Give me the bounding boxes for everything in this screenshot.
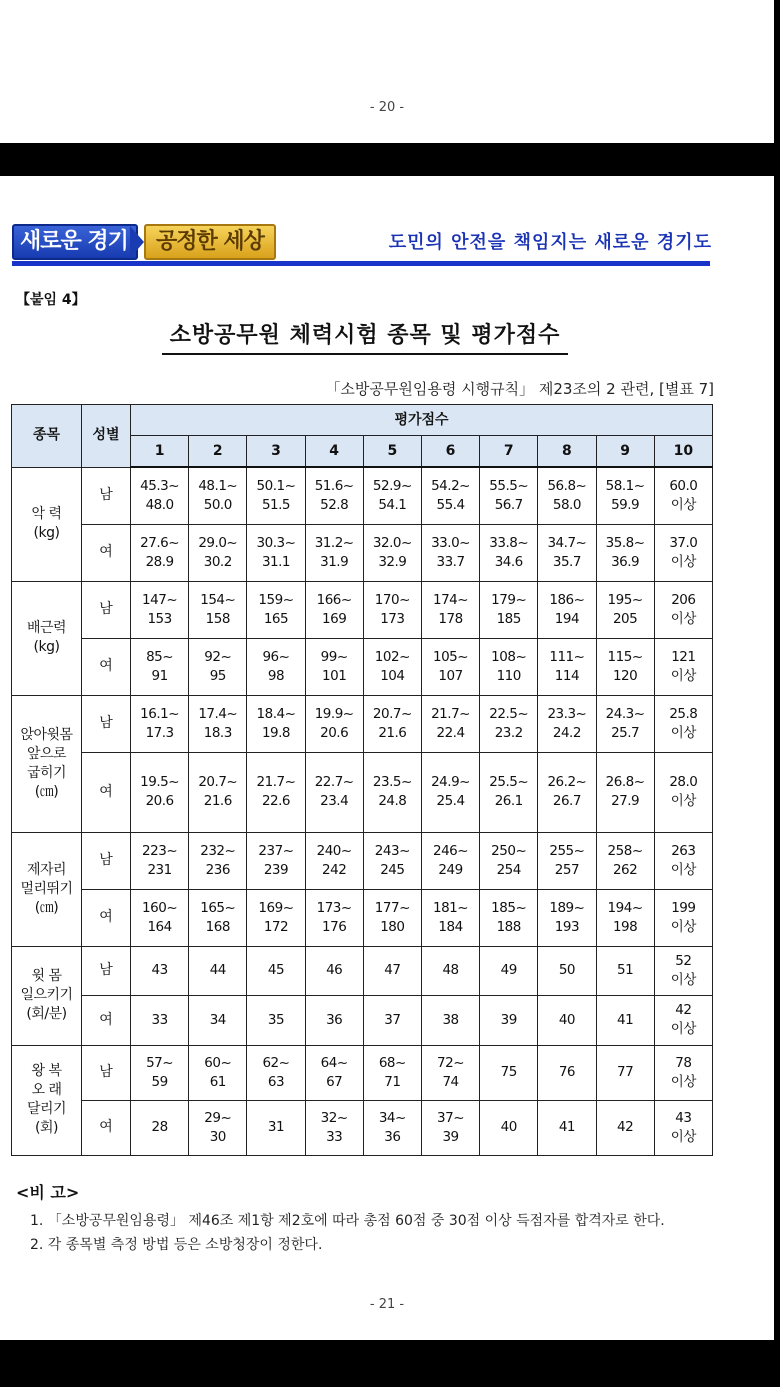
score-cell: 159~ 165 <box>247 581 305 638</box>
score-cell: 40 <box>538 995 596 1045</box>
score-cell: 78 이상 <box>654 1045 712 1100</box>
score-cell: 121 이상 <box>654 638 712 695</box>
score-cell: 24.9~ 25.4 <box>421 752 479 832</box>
score-cell: 50 <box>538 946 596 995</box>
score-cell: 37~ 39 <box>421 1100 479 1155</box>
score-cell: 31 <box>247 1100 305 1155</box>
score-cell: 43 이상 <box>654 1100 712 1155</box>
score-column-header: 1 <box>131 436 189 468</box>
legal-reference: 「소방공무원임용령 시행규칙」 제23조의 2 관련, [별표 7] <box>325 380 714 398</box>
score-cell: 68~ 71 <box>363 1045 421 1100</box>
score-cell: 62~ 63 <box>247 1045 305 1100</box>
score-cell: 243~ 245 <box>363 832 421 889</box>
gender-cell: 여 <box>82 524 131 581</box>
score-cell: 24.3~ 25.7 <box>596 695 654 752</box>
score-cell: 206 이상 <box>654 581 712 638</box>
score-cell: 23.3~ 24.2 <box>538 695 596 752</box>
score-cell: 170~ 173 <box>363 581 421 638</box>
score-cell: 37 <box>363 995 421 1045</box>
gender-cell: 남 <box>82 1045 131 1100</box>
score-cell: 57~ 59 <box>131 1045 189 1100</box>
header-event: 종목 <box>12 405 82 468</box>
score-column-header: 8 <box>538 436 596 468</box>
score-cell: 20.7~ 21.6 <box>189 752 247 832</box>
score-cell: 34 <box>189 995 247 1045</box>
score-cell: 223~ 231 <box>131 832 189 889</box>
gender-cell: 남 <box>82 695 131 752</box>
score-column-header: 10 <box>654 436 712 468</box>
score-cell: 17.4~ 18.3 <box>189 695 247 752</box>
header-score: 평가점수 <box>131 405 713 436</box>
score-column-header: 9 <box>596 436 654 468</box>
score-cell: 99~ 101 <box>305 638 363 695</box>
score-cell: 181~ 184 <box>421 889 479 946</box>
note-item-2: 2. 각 종목별 측정 방법 등은 소방청장이 정한다. <box>30 1237 323 1253</box>
score-cell: 32.0~ 32.9 <box>363 524 421 581</box>
score-cell: 41 <box>538 1100 596 1155</box>
score-cell: 36 <box>305 995 363 1045</box>
score-cell: 154~ 158 <box>189 581 247 638</box>
score-cell: 76 <box>538 1045 596 1100</box>
score-cell: 64~ 67 <box>305 1045 363 1100</box>
gender-cell: 여 <box>82 752 131 832</box>
event-name: 배근력 (kg) <box>12 581 82 695</box>
score-cell: 189~ 193 <box>538 889 596 946</box>
table-row <box>12 467 713 524</box>
score-column-header: 4 <box>305 436 363 468</box>
document-title-wrap <box>0 318 730 355</box>
score-cell: 240~ 242 <box>305 832 363 889</box>
header-gender: 성별 <box>82 405 131 468</box>
score-cell: 29.0~ 30.2 <box>189 524 247 581</box>
score-cell: 16.1~ 17.3 <box>131 695 189 752</box>
score-cell: 25.5~ 26.1 <box>480 752 538 832</box>
score-cell: 52 이상 <box>654 946 712 995</box>
event-name: 악 력 (kg) <box>12 467 82 581</box>
score-cell: 35.8~ 36.9 <box>596 524 654 581</box>
score-cell: 22.5~ 23.2 <box>480 695 538 752</box>
score-cell: 96~ 98 <box>247 638 305 695</box>
score-cell: 41 <box>596 995 654 1045</box>
table-row <box>12 832 713 889</box>
score-cell: 92~ 95 <box>189 638 247 695</box>
table-row <box>12 946 713 995</box>
score-cell: 23.5~ 24.8 <box>363 752 421 832</box>
event-name: 왕 복 오 래 달리기 (회) <box>12 1045 82 1155</box>
score-cell: 55.5~ 56.7 <box>480 467 538 524</box>
score-column-header: 5 <box>363 436 421 468</box>
score-table <box>11 404 713 1156</box>
score-cell: 185~ 188 <box>480 889 538 946</box>
gender-cell: 여 <box>82 889 131 946</box>
score-cell: 38 <box>421 995 479 1045</box>
document-title: 소방공무원 체력시험 종목 및 평가점수 <box>162 318 569 355</box>
score-cell: 20.7~ 21.6 <box>363 695 421 752</box>
score-cell: 72~ 74 <box>421 1045 479 1100</box>
score-cell: 26.2~ 26.7 <box>538 752 596 832</box>
score-cell: 43 <box>131 946 189 995</box>
logo-arrow-icon <box>130 226 144 258</box>
gender-cell: 남 <box>82 946 131 995</box>
score-cell: 85~ 91 <box>131 638 189 695</box>
score-cell: 21.7~ 22.6 <box>247 752 305 832</box>
logo-new-gyeonggi: 새로운 경기 <box>12 224 138 260</box>
table-row <box>12 889 713 946</box>
score-cell: 42 이상 <box>654 995 712 1045</box>
score-cell: 174~ 178 <box>421 581 479 638</box>
score-cell: 29~ 30 <box>189 1100 247 1155</box>
gender-cell: 남 <box>82 581 131 638</box>
score-cell: 166~ 169 <box>305 581 363 638</box>
event-name: 윗 몸 일으키기 (회/분) <box>12 946 82 1045</box>
score-cell: 51 <box>596 946 654 995</box>
table-row <box>12 995 713 1045</box>
score-cell: 22.7~ 23.4 <box>305 752 363 832</box>
table-row <box>12 524 713 581</box>
score-cell: 105~ 107 <box>421 638 479 695</box>
score-cell: 58.1~ 59.9 <box>596 467 654 524</box>
score-cell: 258~ 262 <box>596 832 654 889</box>
score-cell: 160~ 164 <box>131 889 189 946</box>
score-cell: 177~ 180 <box>363 889 421 946</box>
score-cell: 102~ 104 <box>363 638 421 695</box>
score-cell: 31.2~ 31.9 <box>305 524 363 581</box>
score-cell: 25.8 이상 <box>654 695 712 752</box>
score-cell: 77 <box>596 1045 654 1100</box>
score-cell: 48.1~ 50.0 <box>189 467 247 524</box>
score-cell: 45 <box>247 946 305 995</box>
gender-cell: 남 <box>82 832 131 889</box>
score-cell: 34.7~ 35.7 <box>538 524 596 581</box>
score-cell: 26.8~ 27.9 <box>596 752 654 832</box>
score-cell: 186~ 194 <box>538 581 596 638</box>
score-cell: 179~ 185 <box>480 581 538 638</box>
gender-cell: 여 <box>82 1100 131 1155</box>
score-cell: 246~ 249 <box>421 832 479 889</box>
score-cell: 255~ 257 <box>538 832 596 889</box>
score-cell: 27.6~ 28.9 <box>131 524 189 581</box>
score-column-header: 3 <box>247 436 305 468</box>
score-cell: 108~ 110 <box>480 638 538 695</box>
gender-cell: 여 <box>82 995 131 1045</box>
score-cell: 173~ 176 <box>305 889 363 946</box>
score-cell: 147~ 153 <box>131 581 189 638</box>
score-cell: 33.0~ 33.7 <box>421 524 479 581</box>
score-cell: 45.3~ 48.0 <box>131 467 189 524</box>
page-number-bottom: - 21 - <box>369 1297 405 1312</box>
score-cell: 44 <box>189 946 247 995</box>
score-cell: 30.3~ 31.1 <box>247 524 305 581</box>
score-column-header: 7 <box>480 436 538 468</box>
score-cell: 195~ 205 <box>596 581 654 638</box>
score-cell: 47 <box>363 946 421 995</box>
score-cell: 51.6~ 52.8 <box>305 467 363 524</box>
score-cell: 33 <box>131 995 189 1045</box>
table-row <box>12 695 713 752</box>
page-number-top: - 20 - <box>369 100 405 115</box>
table-row <box>12 1100 713 1155</box>
score-cell: 52.9~ 54.1 <box>363 467 421 524</box>
score-cell: 263 이상 <box>654 832 712 889</box>
score-cell: 42 <box>596 1100 654 1155</box>
score-cell: 194~ 198 <box>596 889 654 946</box>
score-cell: 19.5~ 20.6 <box>131 752 189 832</box>
slogan: 도민의 안전을 책임지는 새로운 경기도 <box>388 232 712 253</box>
banner-divider <box>12 261 710 266</box>
score-cell: 21.7~ 22.4 <box>421 695 479 752</box>
score-column-header: 2 <box>189 436 247 468</box>
score-cell: 49 <box>480 946 538 995</box>
score-cell: 60.0 이상 <box>654 467 712 524</box>
note-item-1: 1. 「소방공무원임용령」 제46조 제1항 제2호에 따라 총점 60점 중 30점 이상 득점자를 합격자로 한다. <box>30 1213 665 1229</box>
score-cell: 115~ 120 <box>596 638 654 695</box>
gender-cell: 남 <box>82 467 131 524</box>
score-column-header: 6 <box>421 436 479 468</box>
score-cell: 32~ 33 <box>305 1100 363 1155</box>
score-cell: 50.1~ 51.5 <box>247 467 305 524</box>
score-cell: 40 <box>480 1100 538 1155</box>
score-cell: 19.9~ 20.6 <box>305 695 363 752</box>
table-row <box>12 581 713 638</box>
score-cell: 54.2~ 55.4 <box>421 467 479 524</box>
score-cell: 165~ 168 <box>189 889 247 946</box>
score-cell: 28 <box>131 1100 189 1155</box>
notes-title: <비 고> <box>16 1183 80 1202</box>
score-cell: 250~ 254 <box>480 832 538 889</box>
score-cell: 28.0 이상 <box>654 752 712 832</box>
previous-page <box>0 0 774 143</box>
score-cell: 37.0 이상 <box>654 524 712 581</box>
score-cell: 46 <box>305 946 363 995</box>
table-row <box>12 1045 713 1100</box>
gender-cell: 여 <box>82 638 131 695</box>
score-cell: 48 <box>421 946 479 995</box>
score-cell: 237~ 239 <box>247 832 305 889</box>
score-cell: 111~ 114 <box>538 638 596 695</box>
score-cell: 232~ 236 <box>189 832 247 889</box>
attachment-label: 【붙임 4】 <box>16 292 86 308</box>
score-cell: 18.4~ 19.8 <box>247 695 305 752</box>
score-cell: 60~ 61 <box>189 1045 247 1100</box>
score-cell: 56.8~ 58.0 <box>538 467 596 524</box>
document-page <box>0 176 774 1340</box>
score-cell: 169~ 172 <box>247 889 305 946</box>
event-name: 앉아윗몸 앞으로 굽히기 (㎝) <box>12 695 82 832</box>
table-row <box>12 752 713 832</box>
score-cell: 199 이상 <box>654 889 712 946</box>
score-cell: 33.8~ 34.6 <box>480 524 538 581</box>
score-cell: 34~ 36 <box>363 1100 421 1155</box>
logo-fair-world: 공정한 세상 <box>144 224 276 260</box>
table-row <box>12 638 713 695</box>
event-name: 제자리 멀리뛰기 (㎝) <box>12 832 82 946</box>
score-cell: 39 <box>480 995 538 1045</box>
score-cell: 75 <box>480 1045 538 1100</box>
score-cell: 35 <box>247 995 305 1045</box>
